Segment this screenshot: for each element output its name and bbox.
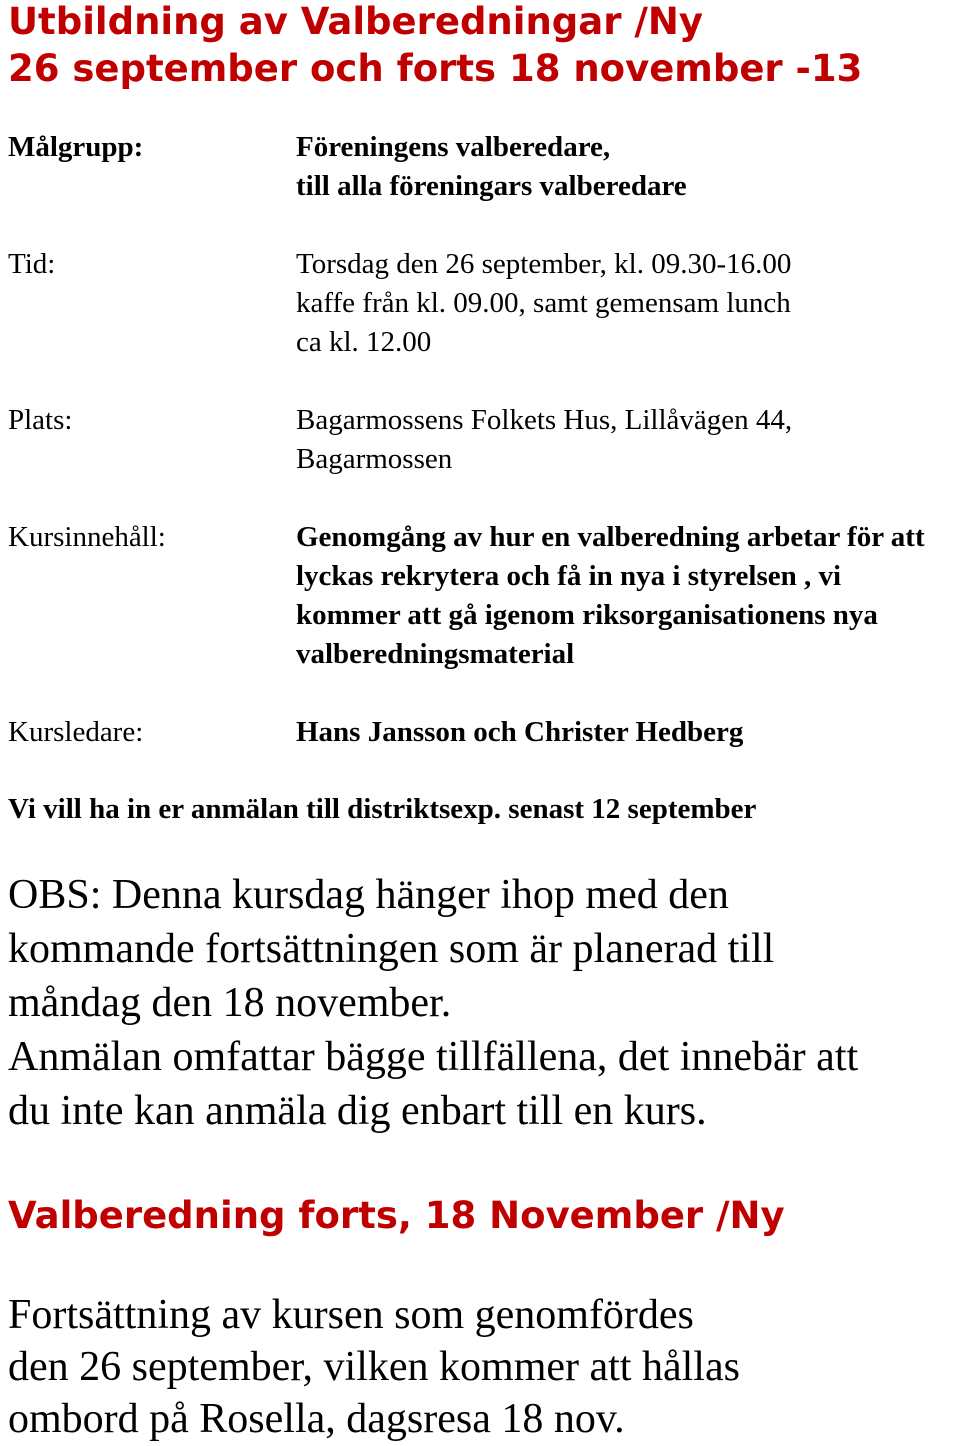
detail-row-target-group	[8, 128, 960, 206]
detail-value-line: Föreningens valberedare,	[296, 131, 611, 163]
detail-value-line: valberedningsmaterial	[296, 638, 575, 670]
detail-value-line: ca kl. 12.00	[296, 326, 432, 358]
detail-label-place: Plats:	[8, 404, 73, 436]
continuation-line: Fortsättning av kursen som genomfördes	[8, 1292, 694, 1338]
course-details	[8, 128, 960, 791]
registration-note: Vi vill ha in er anmälan till distriktsexp. senast 12 september	[8, 793, 757, 825]
detail-value-place	[296, 401, 792, 479]
obs-line: kommande fortsättningen som är planerad till	[8, 926, 775, 972]
detail-value-line: till alla föreningars valberedare	[296, 170, 687, 202]
detail-value-line: Bagarmossens Folkets Hus, Lillåvägen 44,	[296, 404, 793, 436]
detail-value-line: Hans Jansson och Christer Hedberg	[296, 716, 744, 748]
obs-line: du inte kan anmäla dig enbart till en kurs.	[8, 1088, 707, 1134]
continuation-heading: Valberedning forts, 18 November /Ny	[8, 1194, 785, 1237]
detail-value-line: Bagarmossen	[296, 443, 453, 475]
detail-value-line: Torsdag den 26 september, kl. 09.30-16.00	[296, 248, 792, 280]
detail-row-time	[8, 245, 960, 362]
obs-line: Anmälan omfattar bägge tillfällena, det innebär att	[8, 1034, 859, 1080]
detail-label-course-leaders: Kursledare:	[8, 716, 144, 748]
obs-line: OBS: Denna kursdag hänger ihop med den	[8, 872, 729, 918]
detail-row-course-content	[8, 518, 960, 674]
document-title	[8, 0, 862, 92]
detail-value-line: kaffe från kl. 09.00, samt gemensam lunch	[296, 287, 791, 319]
detail-row-course-leaders	[8, 713, 960, 752]
detail-value-line: kommer att gå igenom riksorganisationens nya	[296, 599, 878, 631]
detail-value-line: lyckas rekrytera och få in nya i styrelsen , vi	[296, 560, 842, 592]
detail-label-time: Tid:	[8, 248, 56, 280]
title-line-1: Utbildning av Valberedningar /Ny	[8, 0, 703, 43]
continuation-line: den 26 september, vilken kommer att hållas	[8, 1344, 740, 1390]
detail-value-course-content	[296, 518, 925, 674]
detail-value-course-leaders	[296, 713, 743, 752]
detail-label-target-group: Målgrupp:	[8, 131, 144, 163]
detail-value-line: Genomgång av hur en valberedning arbetar för att	[296, 521, 925, 553]
detail-row-place	[8, 401, 960, 479]
detail-value-target-group	[296, 128, 687, 206]
obs-line: måndag den 18 november.	[8, 980, 452, 1026]
continuation-line: ombord på Rosella, dagsresa 18 nov.	[8, 1396, 625, 1442]
obs-paragraph	[8, 868, 858, 1138]
detail-value-time	[296, 245, 791, 362]
title-line-2: 26 september och forts 18 november -13	[8, 47, 863, 90]
detail-label-course-content: Kursinnehåll:	[8, 521, 166, 553]
continuation-paragraph	[8, 1289, 740, 1445]
